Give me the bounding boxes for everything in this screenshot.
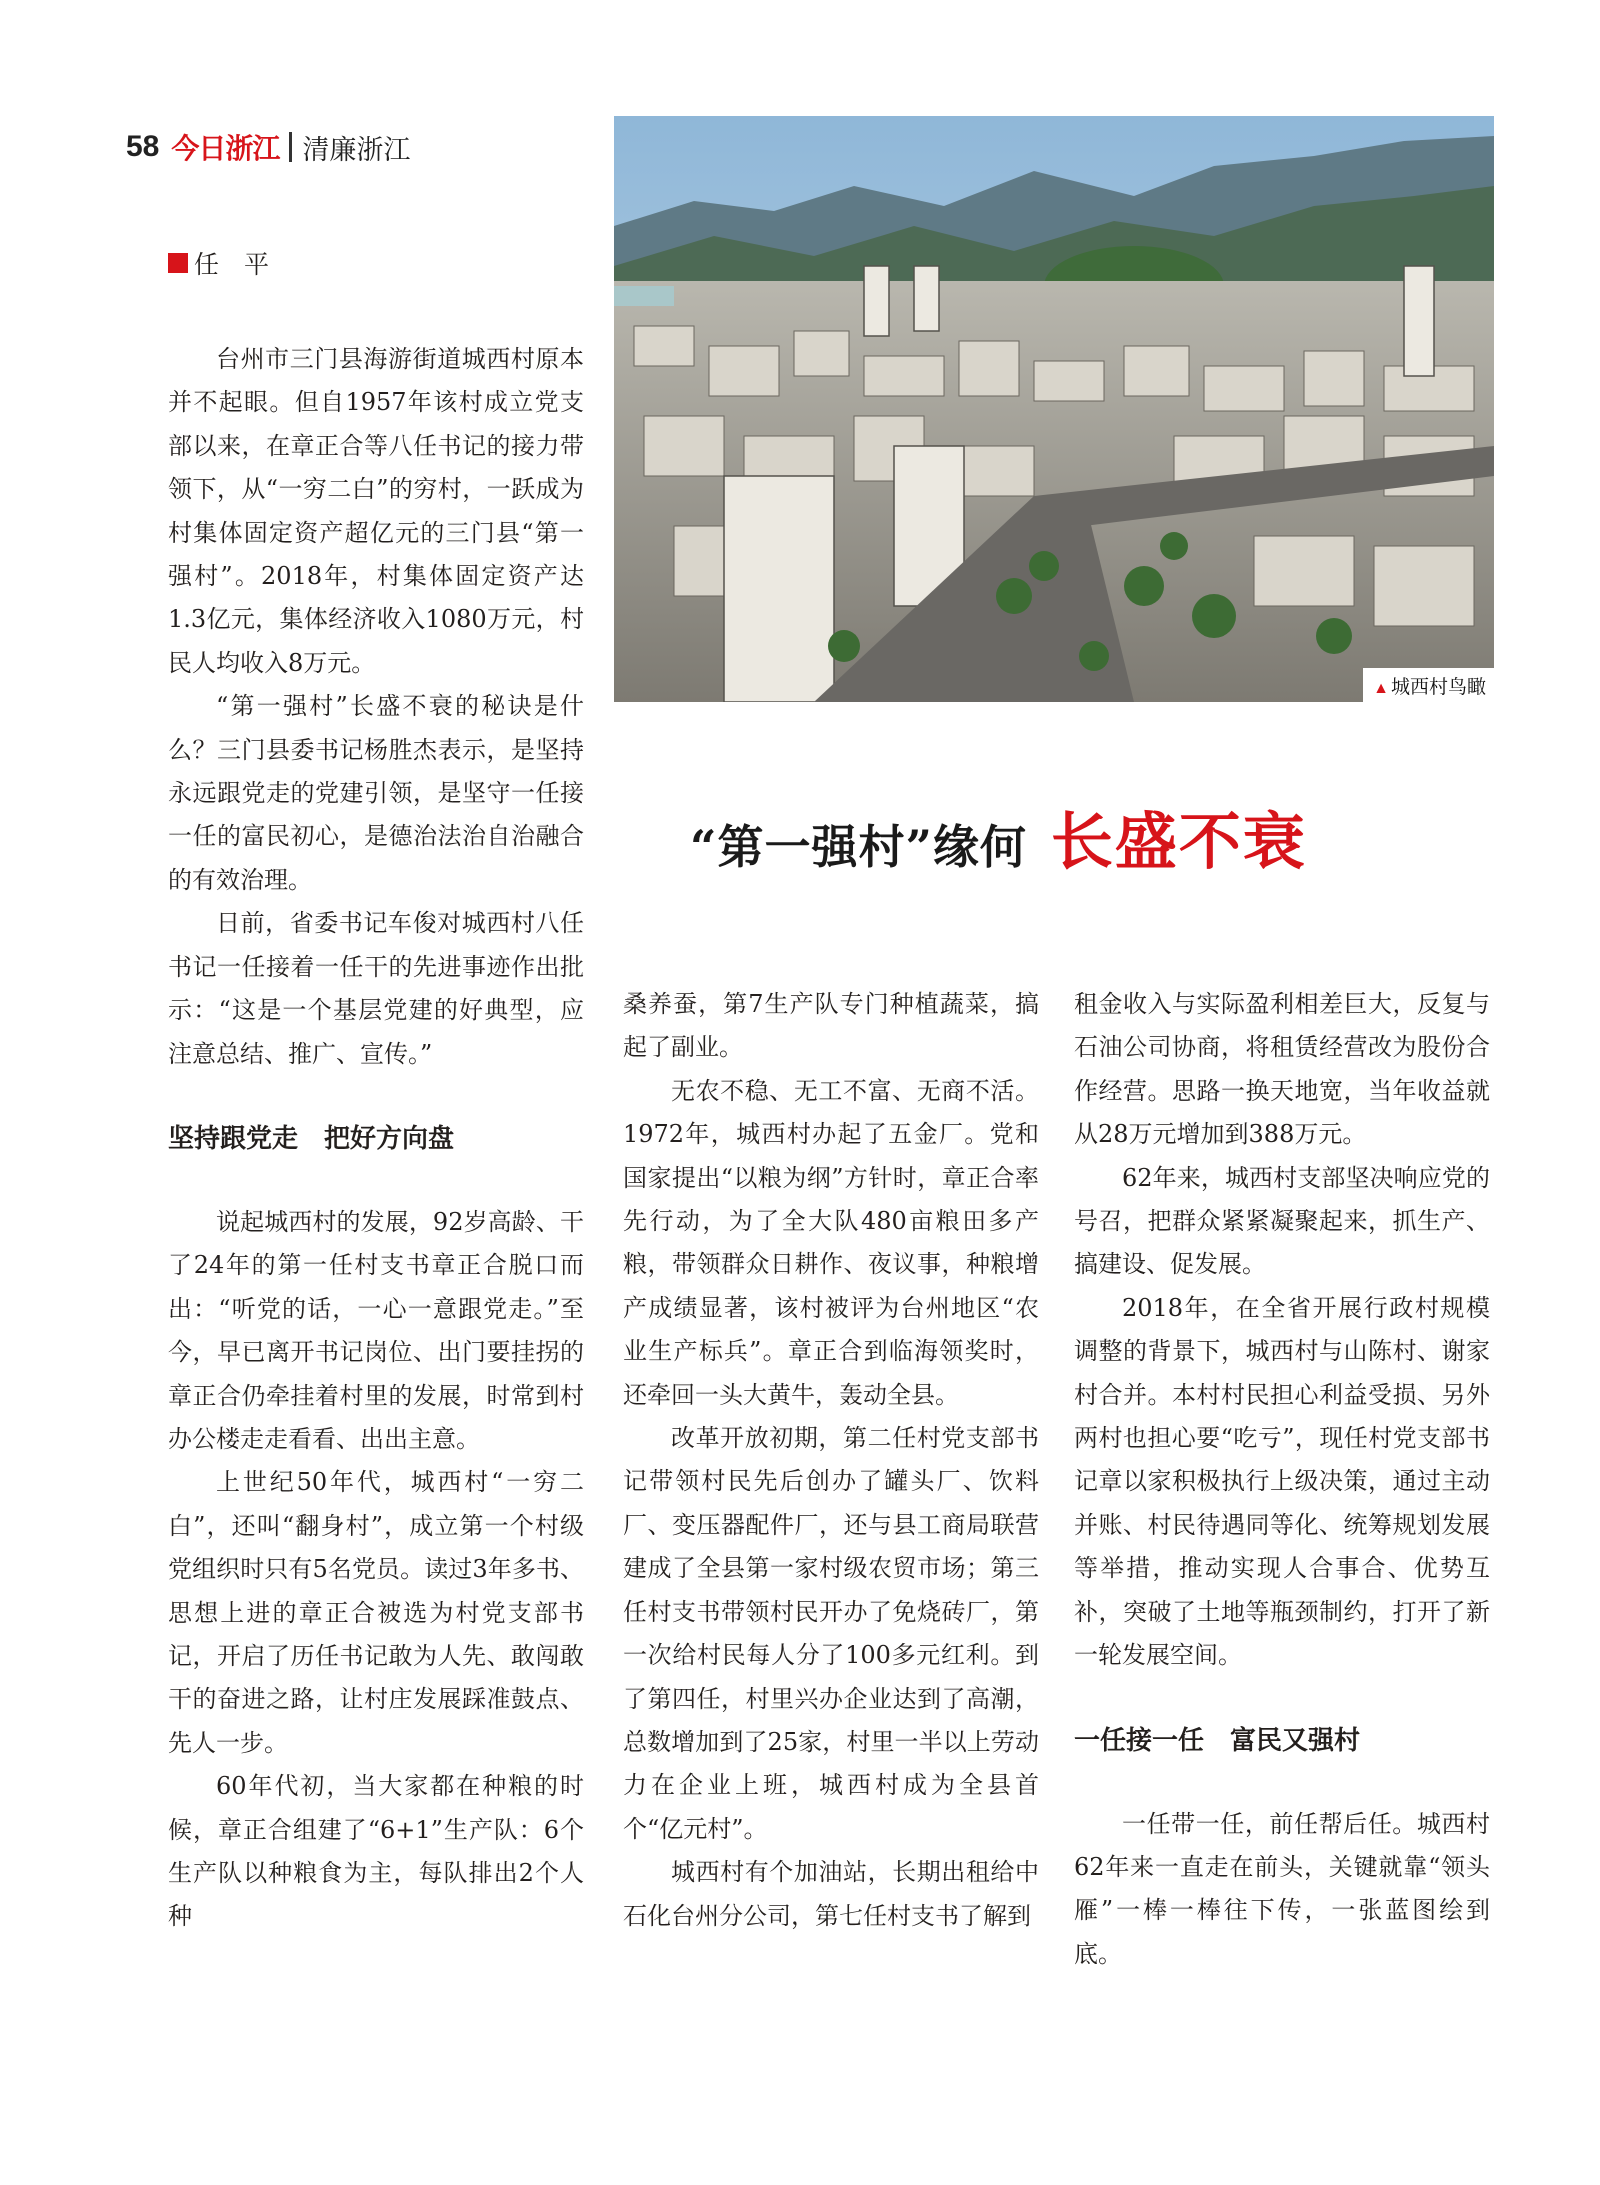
paragraph: 62年来，城西村支部坚决响应党的号召，把群众紧紧凝聚起来，抓生产、搞建设、促发展。 <box>1074 1163 1490 1279</box>
column-name: 清廉浙江 <box>302 134 411 165</box>
text-column-3 <box>1074 983 1490 1976</box>
paragraph: 桑养蚕，第7生产队专门种植蔬菜，搞起了副业。 <box>623 990 1039 1062</box>
text-column-2 <box>623 983 1039 1938</box>
header-divider <box>289 132 292 162</box>
paragraph: 一任带一任，前任帮后任。城西村62年来一直走在前头，关键就靠“领头雁”一棒一棒往下传，一张蓝图绘到底。 <box>1074 1809 1490 1968</box>
paragraph: 说起城西村的发展，92岁高龄、干了24年的第一任村支书章正合脱口而出：“听党的话，一心一意跟党走。”至今，早已离开书记岗位、出门要挂拐的章正合仍牵挂着村里的发展，时常到村办公楼走走看看、出出主意。 <box>168 1207 584 1453</box>
text-column-1 <box>168 338 584 1939</box>
paragraph: 改革开放初期，第二任村党支部书记带领村民先后创办了罐头厂、饮料厂、变压器配件厂，还与县工商局联营建成了全县第一家村级农贸市场；第三任村支书带领村民开办了免烧砖厂，第一次给村民每人分了100多元红利。到了第四任，村里兴办企业达到了高潮，总数增加到了25家，村里一半以上劳动力在企业上班，城西村成为全县首个“亿元村”。 <box>623 1424 1039 1843</box>
photo-caption-text: 城西村鸟瞰 <box>1390 677 1486 698</box>
paragraph: 60年代初，当大家都在种粮的时候，章正合组建了“6+1”生产队：6个生产队以种粮食为主，每队排出2个人种 <box>168 1772 584 1931</box>
article-headline <box>690 792 1307 882</box>
page-number: 58 <box>126 130 160 163</box>
paragraph: 台州市三门县海游街道城西村原本并不起眼。但自1957年该村成立党支部以来，在章正合等八任书记的接力带领下，从“一穷二白”的穷村，一跃成为村集体固定资产超亿元的三门县“第一强村”。2018年，村集体固定资产达1.3亿元，集体经济收入1080万元，村民人均收入8万元。 <box>168 345 584 677</box>
paragraph: 上世纪50年代，城西村“一穷二白”，还叫“翻身村”，成立第一个村级党组织时只有5名党员。读过3年多书、思想上进的章正合被选为村党支部书记，开启了历任书记敢为人先、敢闯敢干的奋进之路，让村庄发展踩准鼓点、先人一步。 <box>168 1468 584 1757</box>
section-heading-1: 坚持跟党走 把好方向盘 <box>168 1122 455 1153</box>
red-square-marker <box>168 253 188 273</box>
paragraph: 租金收入与实际盈利相差巨大，反复与石油公司协商，将租赁经营改为股份合作经营。思路一换天地宽，当年收益就从28万元增加到388万元。 <box>1074 990 1490 1149</box>
page-header <box>126 127 410 167</box>
magazine-logo: 今日浙江 <box>171 132 280 165</box>
paragraph: “第一强村”长盛不衰的秘诀是什么？三门县委书记杨胜杰表示，是坚持永远跟党走的党建引领，是坚守一任接一任的富民初心，是德治法治自治融合的有效治理。 <box>168 692 584 894</box>
paragraph: 日前，省委书记车俊对城西村八任书记一任接着一任干的先进事迹作出批示：“这是一个基层党建的好典型，应注意总结、推广、宣传。” <box>168 909 584 1068</box>
author-name: 任 平 <box>194 251 270 279</box>
headline-red-part: 长盛不衰 <box>1050 805 1307 878</box>
aerial-photo-illustration <box>614 116 1494 702</box>
headline-black-part: “第一强村”缘何 <box>690 820 1027 874</box>
paragraph: 城西村有个加油站，长期出租给中石化台州分公司，第七任村支书了解到 <box>623 1858 1039 1930</box>
photo-caption <box>1363 668 1494 702</box>
paragraph: 2018年，在全省开展行政村规模调整的背景下，城西村与山陈村、谢家村合并。本村村民担心利益受损、另外两村也担心要“吃亏”，现任村党支部书记章以家积极执行上级决策，通过主动并账、村民待遇同等化、统筹规划发展等举措，推动实现人合事合、优势互补，突破了土地等瓶颈制约，打开了新一轮发展空间。 <box>1074 1293 1490 1670</box>
author-byline <box>168 245 269 281</box>
aerial-photo <box>614 116 1494 702</box>
section-heading-2: 一任接一任 富民又强村 <box>1074 1724 1361 1755</box>
triangle-icon: ▲ <box>1373 680 1389 697</box>
paragraph: 无农不稳、无工不富、无商不活。1972年，城西村办起了五金厂。党和国家提出“以粮为纲”方针时，章正合率先行动，为了全大队480亩粮田多产粮，带领群众日耕作、夜议事，种粮增产成绩显著，该村被评为台州地区“农业生产标兵”。章正合到临海领奖时，还牵回一头大黄牛，轰动全县。 <box>623 1076 1039 1409</box>
